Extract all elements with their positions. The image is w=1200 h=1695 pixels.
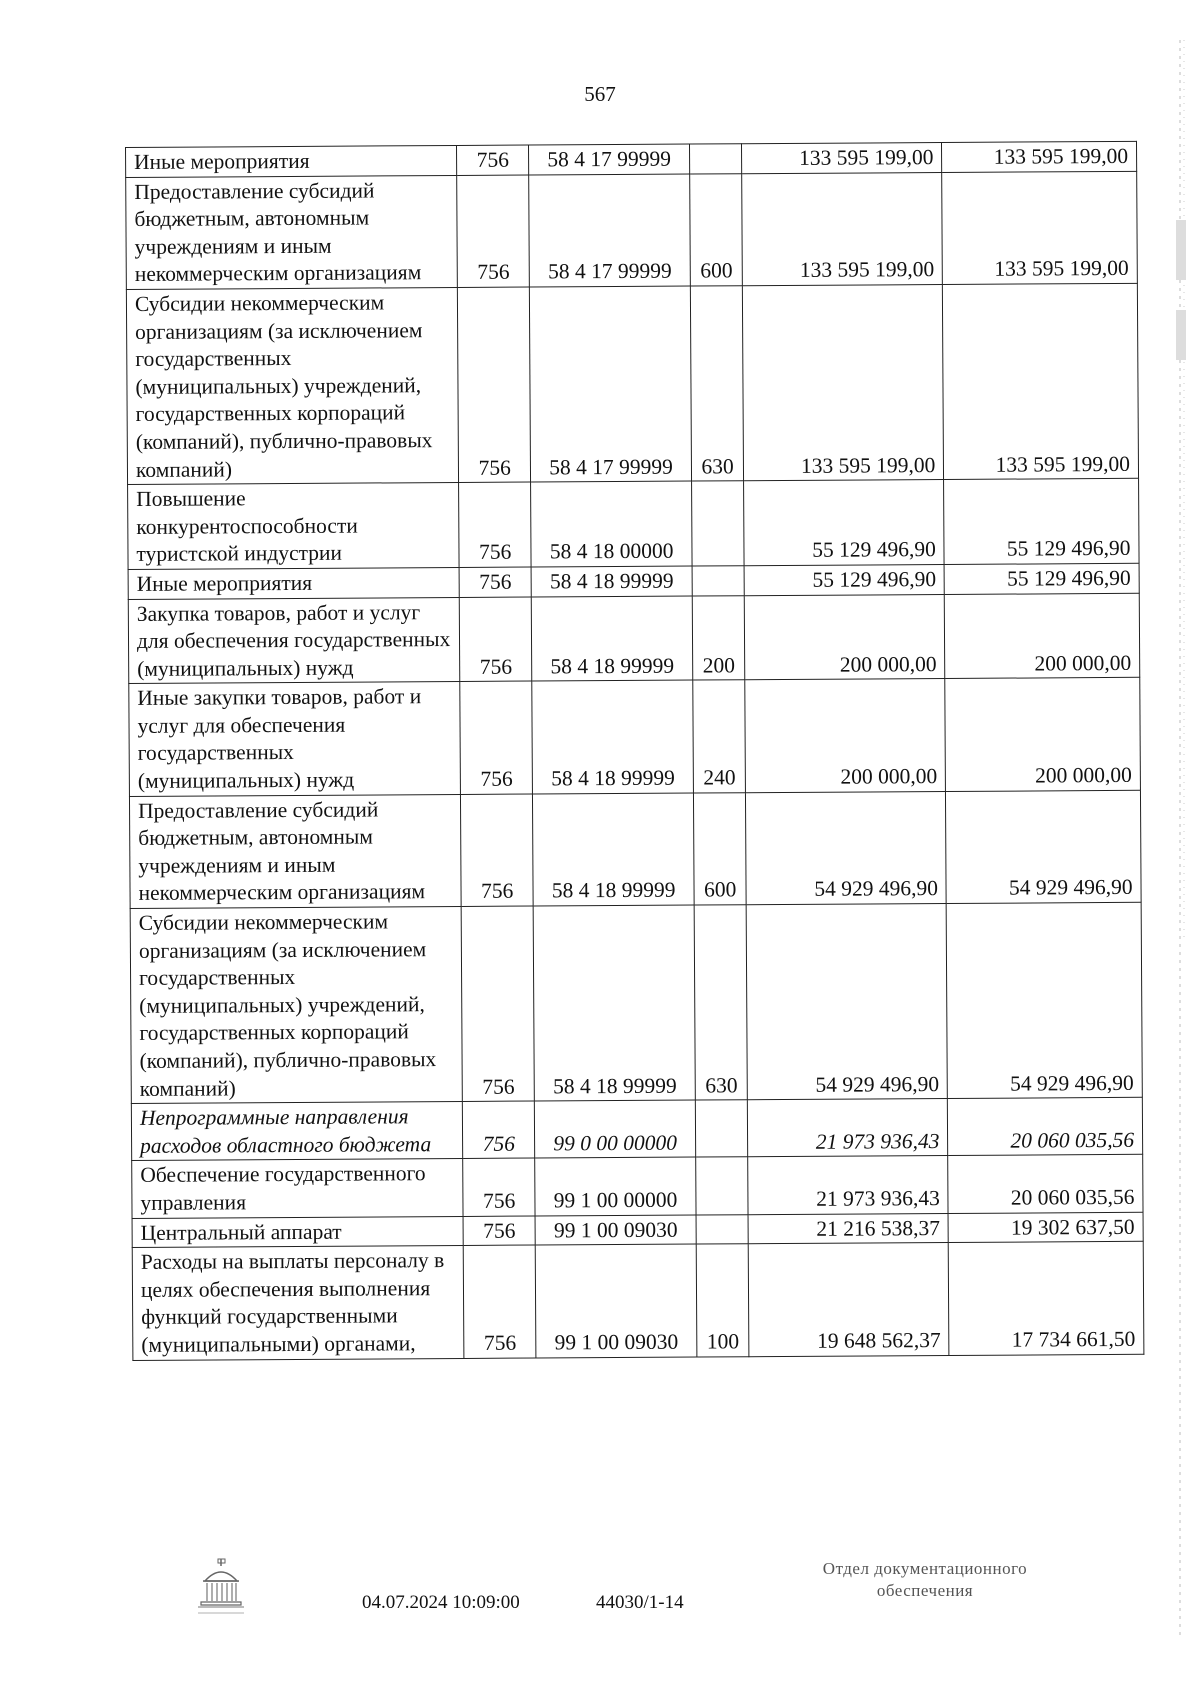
stamp-line-2: обеспечения (876, 1581, 974, 1600)
row-amount-first-cell: 54 929 496,90 (747, 904, 948, 1100)
row-amount-first-cell: 133 595 199,00 (742, 172, 943, 286)
row-target-article-cell: 58 4 18 99999 (532, 596, 693, 682)
row-admin-code-cell: 756 (461, 794, 534, 907)
row-admin-code-cell: 756 (463, 1158, 535, 1216)
row-amount-first-cell: 55 129 496,90 (744, 480, 945, 566)
row-expense-kind-cell: 600 (693, 792, 746, 905)
footer-datetime: 04.07.2024 10:09:00 (362, 1592, 520, 1613)
row-target-article-cell: 58 4 17 99999 (529, 174, 690, 287)
table-row (129, 678, 1141, 797)
row-target-article-cell: 99 1 00 00000 (535, 1157, 696, 1215)
row-name-cell: Предоставление субсидий бюджетным, автономным учреждениям и иным некоммерческим организациям (126, 175, 458, 289)
row-amount-second-cell: 20 060 035,56 (948, 1155, 1143, 1213)
row-name-cell: Предоставление субсидий бюджетным, автономным учреждениям и иным некоммерческим организациям (129, 794, 461, 908)
row-amount-first-cell: 54 929 496,90 (746, 791, 947, 905)
row-amount-first-cell: 200 000,00 (745, 594, 946, 680)
row-admin-code-cell: 756 (459, 567, 531, 597)
row-amount-first-cell: 133 595 199,00 (743, 284, 944, 480)
row-amount-first-cell: 55 129 496,90 (744, 564, 944, 595)
table-row (130, 902, 1142, 1103)
row-name-cell: Непрограммные направления расходов областного бюджета (131, 1102, 462, 1161)
row-expense-kind-cell: 630 (690, 286, 744, 481)
table-row (128, 478, 1139, 569)
table-row (132, 1155, 1143, 1218)
row-expense-kind-cell: 600 (690, 173, 743, 286)
row-amount-second-cell: 55 129 496,90 (944, 563, 1139, 594)
row-target-article-cell: 58 4 17 99999 (529, 144, 690, 175)
row-admin-code-cell: 756 (457, 175, 530, 288)
row-amount-second-cell: 54 929 496,90 (946, 790, 1141, 904)
row-amount-second-cell: 200 000,00 (945, 678, 1140, 792)
scan-edge-marks (1172, 40, 1190, 1640)
row-target-article-cell: 58 4 18 99999 (531, 566, 692, 597)
row-admin-code-cell: 756 (461, 906, 534, 1102)
row-name-cell: Закупка товаров, работ и услуг для обеспечения государственных (муниципальных) нужд (128, 597, 460, 684)
row-admin-code-cell: 756 (459, 597, 532, 682)
row-amount-second-cell: 133 595 199,00 (943, 283, 1139, 479)
row-expense-kind-cell: 630 (694, 905, 748, 1100)
row-amount-first-cell: 21 973 936,43 (748, 1099, 948, 1157)
row-expense-kind-cell: 200 (692, 595, 745, 680)
row-expense-kind-cell: 240 (693, 680, 746, 793)
row-target-article-cell: 58 4 18 99999 (532, 680, 693, 793)
row-name-cell: Расходы на выплаты персоналу в целях обеспечения выполнения функций государственными (муниципальными) органами, (132, 1246, 464, 1360)
row-admin-code-cell: 756 (457, 145, 529, 175)
row-amount-first-cell: 133 595 199,00 (742, 143, 942, 174)
row-amount-second-cell: 19 302 637,50 (948, 1212, 1143, 1243)
row-admin-code-cell: 756 (460, 681, 533, 794)
table-row (128, 593, 1139, 684)
row-name-cell: Обеспечение государственного управления (132, 1159, 463, 1218)
row-amount-second-cell: 54 929 496,90 (947, 902, 1143, 1098)
table-row (129, 790, 1141, 909)
row-expense-kind-cell (696, 1214, 749, 1244)
row-admin-code-cell: 756 (459, 482, 532, 567)
row-amount-second-cell: 55 129 496,90 (944, 478, 1139, 564)
stamp-line-1: Отдел документационного (822, 1559, 1028, 1578)
duma-building-logo-icon (195, 1557, 247, 1619)
row-name-cell: Повышение конкурентоспособности туристской индустрии (128, 483, 460, 570)
row-amount-first-cell: 200 000,00 (745, 679, 946, 793)
footer-reg-number: 44030/1-14 (596, 1592, 684, 1613)
table-row (132, 1241, 1144, 1360)
department-stamp (785, 1558, 1065, 1602)
row-target-article-cell: 99 1 00 09030 (535, 1215, 696, 1246)
row-amount-first-cell: 19 648 562,37 (749, 1243, 950, 1357)
table-row (126, 283, 1138, 484)
row-target-article-cell: 99 0 00 00000 (535, 1100, 696, 1158)
budget-table (125, 141, 1144, 1361)
row-admin-code-cell: 756 (463, 1216, 535, 1246)
row-target-article-cell: 58 4 17 99999 (530, 286, 692, 482)
row-admin-code-cell: 756 (458, 287, 531, 483)
table-row (126, 171, 1138, 290)
row-target-article-cell: 58 4 18 99999 (533, 793, 694, 906)
row-target-article-cell: 99 1 00 09030 (535, 1244, 696, 1357)
row-expense-kind-cell (689, 144, 742, 174)
row-expense-kind-cell (691, 481, 744, 566)
row-amount-second-cell: 200 000,00 (945, 593, 1140, 679)
row-expense-kind-cell (695, 1100, 748, 1158)
row-amount-second-cell: 20 060 035,56 (948, 1097, 1143, 1155)
row-amount-second-cell: 17 734 661,50 (949, 1241, 1144, 1355)
row-target-article-cell: 58 4 18 00000 (531, 481, 692, 567)
table-row (131, 1097, 1142, 1160)
table-body (126, 141, 1144, 1360)
row-name-cell: Иные закупки товаров, работ и услуг для обеспечения государственных (муниципальных) нужд (129, 682, 461, 796)
row-amount-first-cell: 21 973 936,43 (748, 1156, 948, 1214)
row-name-cell: Центральный аппарат (132, 1216, 463, 1248)
row-admin-code-cell: 756 (462, 1101, 534, 1159)
row-name-cell: Субсидии некоммерческим организациям (за исключением государственных (муниципальных) учреждений, государственных корпораций (компаний), публично-правовых компаний) (130, 906, 462, 1103)
page-number: 567 (584, 82, 616, 106)
row-amount-second-cell: 133 595 199,00 (942, 141, 1137, 172)
row-name-cell: Субсидии некоммерческим организациям (за исключением государственных (муниципальных) учреждений, государственных корпораций (компаний), публично-правовых компаний) (126, 287, 458, 484)
row-expense-kind-cell: 100 (696, 1244, 749, 1357)
row-target-article-cell: 58 4 18 99999 (533, 905, 695, 1101)
row-name-cell: Иные мероприятия (128, 567, 459, 599)
row-name-cell: Иные мероприятия (126, 145, 457, 177)
row-admin-code-cell: 756 (463, 1245, 536, 1358)
row-amount-second-cell: 133 595 199,00 (942, 171, 1137, 285)
row-amount-first-cell: 21 216 538,37 (748, 1213, 948, 1244)
row-expense-kind-cell (696, 1157, 749, 1215)
row-expense-kind-cell (692, 566, 745, 596)
